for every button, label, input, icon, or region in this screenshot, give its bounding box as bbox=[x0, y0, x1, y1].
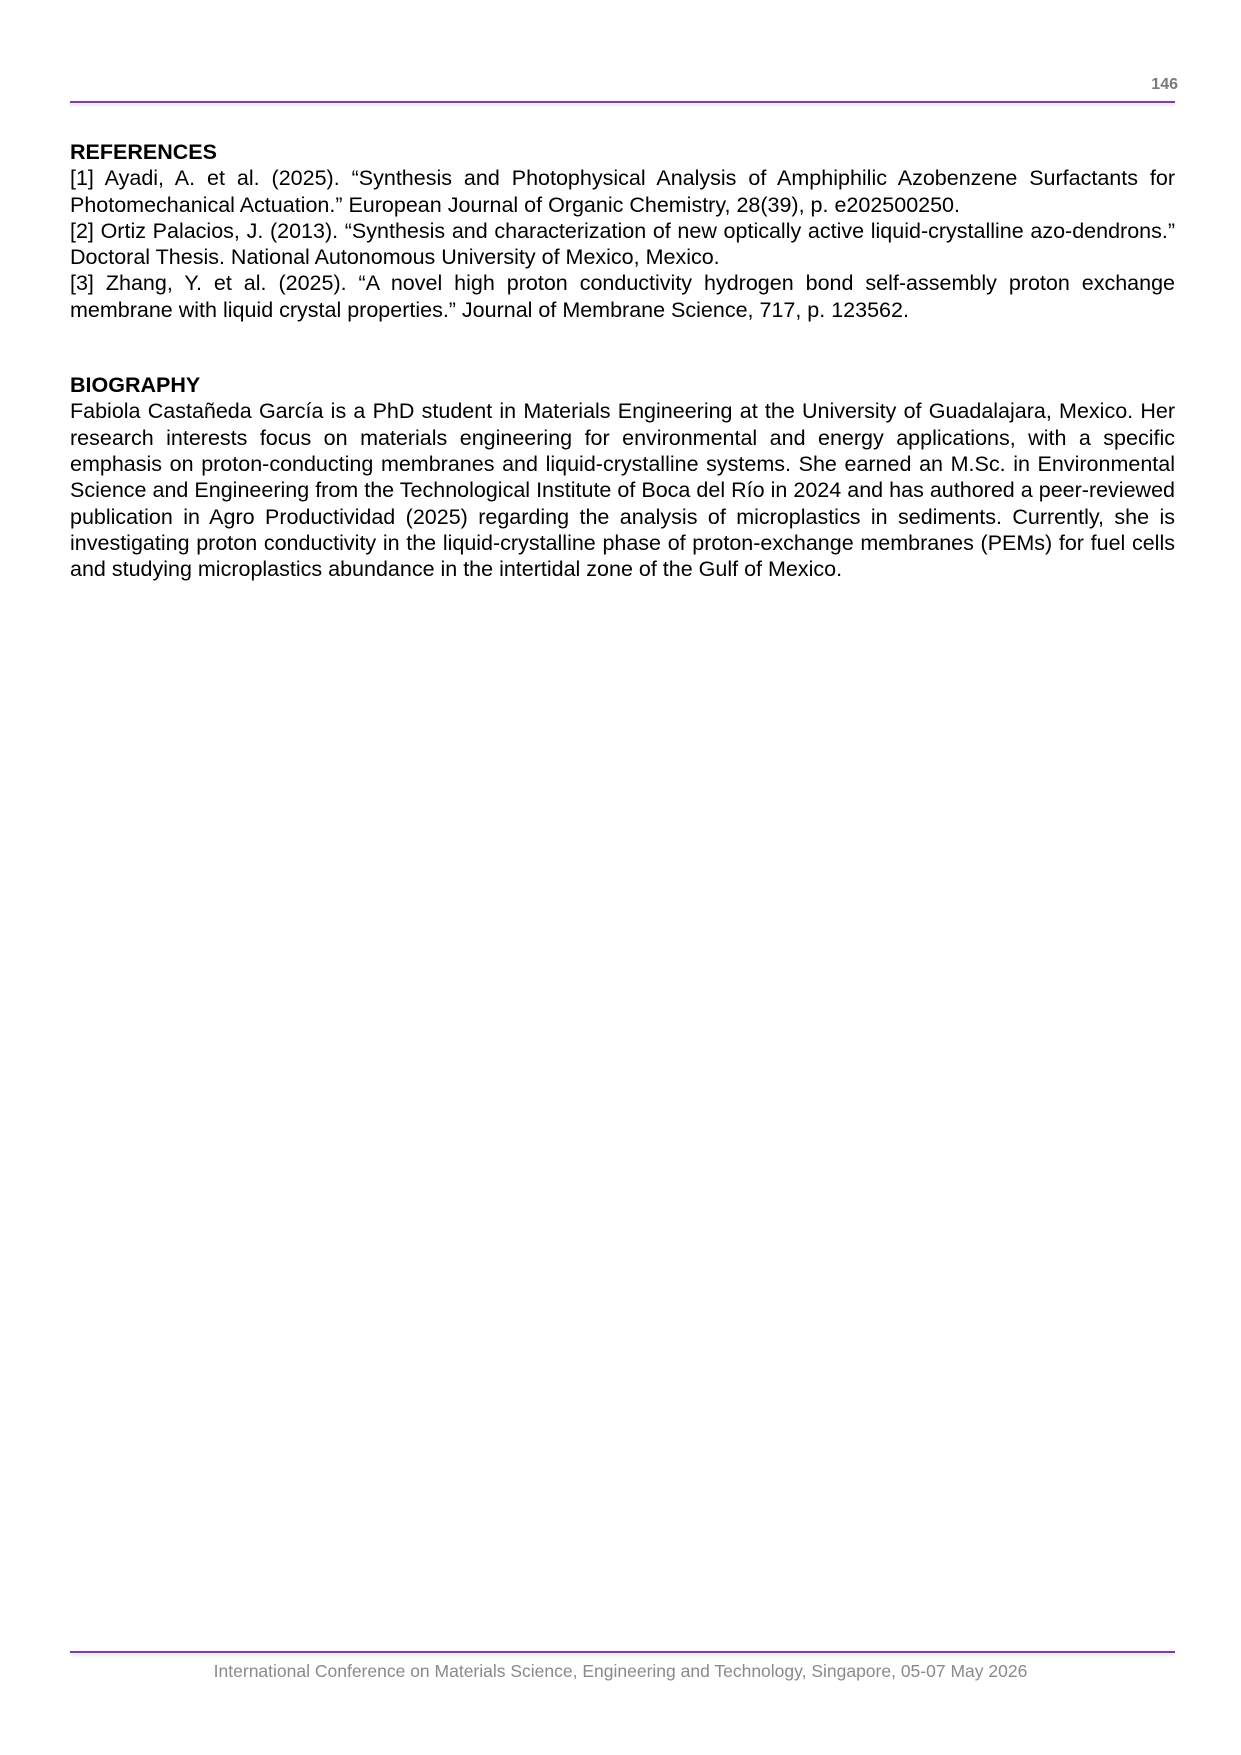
page-number: 146 bbox=[1151, 76, 1178, 93]
footer-rule bbox=[70, 1651, 1175, 1653]
reference-list bbox=[70, 165, 1175, 323]
reference-item: [2] Ortiz Palacios, J. (2013). “Synthesis and characterization of new optically active liquid-crystalline azo-dendrons.” Doctoral Thesis. National Autonomous University of Mexico, Mexico. bbox=[70, 218, 1175, 270]
references-heading: REFERENCES bbox=[70, 140, 217, 164]
biography-text: Fabiola Castañeda García is a PhD student in Materials Engineering at the University of Guadalajara, Mexico. Her research interests focus on materials engineering for environmental and energy applications, with a specific emphasis on proton-conducting membranes and liquid-crystalline systems. She earned an M.Sc. in Environmental Science and Engineering from the Technological Institute of Boca del Río in 2024 and has authored a peer-reviewed publication in Agro Productividad (2025) regarding the analysis of microplastics in sediments. Currently, she is investigating proton conductivity in the liquid-crystalline phase of proton-exchange membranes (PEMs) for fuel cells and studying microplastics abundance in the intertidal zone of the Gulf of Mexico. bbox=[70, 399, 1175, 582]
reference-item: [1] Ayadi, A. et al. (2025). “Synthesis and Photophysical Analysis of Amphiphilic Azobenzene Surfactants for Photomechanical Actuation.” European Journal of Organic Chemistry, 28(39), p. e202500250. bbox=[70, 166, 1175, 217]
references-section bbox=[70, 139, 1175, 323]
footer-text: International Conference on Materials Science, Engineering and Technology, Singapore, 05-07 May 2026 bbox=[213, 1661, 1028, 1681]
reference-item: [3] Zhang, Y. et al. (2025). “A novel high proton conductivity hydrogen bond self-assembly proton exchange membrane with liquid crystal properties.” Journal of Membrane Science, 717, p. 123562. bbox=[70, 271, 1175, 322]
biography-section bbox=[70, 372, 1175, 582]
header-rule bbox=[70, 101, 1175, 103]
biography-heading: BIOGRAPHY bbox=[70, 373, 201, 398]
page-content bbox=[70, 139, 1175, 582]
